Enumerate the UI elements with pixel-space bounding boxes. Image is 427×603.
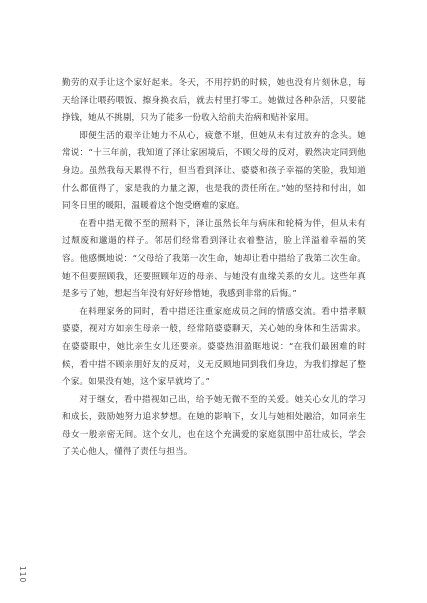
- paragraph-3: 在看中措无微不至的照料下，泽让虽然长年与病床和轮椅为伴，但从未有过颓废和邋遢的样子。邻居们经常看到泽让衣着整洁，脸上洋溢着幸福的笑容。他感慨地说：“父母给了我第一次生命，她却让看中措给了我第二次生命。她不但要照顾我，还要照顾年迈的母亲、与她没有血缘关系的女儿。这些年真是多亏了她，想起当年没有好好珍惜她，我感到非常的后悔。”: [62, 218, 366, 300]
- paragraph-1: 勤劳的双手让这个家好起来。冬天，不用拧奶的时候，她也没有片刻休息，每天给泽让喂药喂饭、擦身换衣后，就去村里打零工。她做过各种杂活，只要能挣钱，她从不挑剔，只为了能多一份收入给前夫治病和贴补家用。: [62, 78, 366, 124]
- paragraph-2: 即便生活的艰辛让她力不从心，疲惫不堪，但她从未有过放弃的念头。她常说：“十三年前，我知道了泽让家困境后，不顾父母的反对，毅然决定同到他身边。虽然我每天累得不行，但当看到泽让、婆婆和孩子幸福的笑脸，我知道什么都值得了，家是我的力量之源，也是我的责任所在。”她的坚持和付出，如同冬日里的暖阳，温暖着这个饱受磨难的家庭。: [62, 130, 366, 212]
- page-number: 110: [18, 566, 27, 584]
- paragraph-4: 在料理家务的同时，看中措还注重家庭成员之间的情感交流。看中措孝顺婆婆，视对方如亲生母亲一般，经常陪婆婆聊天，关心她的身体和生活需求。在婆婆眼中，她比亲生女儿还要亲。婆婆热泪盈眶地说：“在我们最困难的时候，看中措不顾亲朋好友的反对，义无反顾地同到我们身边，为我们撑起了整个家。如果没有她，这个家早就垮了。”: [62, 306, 366, 388]
- paragraph-5: 对于继女，看中措视如己出，给予她无微不至的关爱。她关心女儿的学习和成长，鼓励她努力追求梦想。在她的影响下，女儿与她相处融洽，如同亲生母女一般亲密无间。这个女儿，也在这个充满爱的家庭氛围中茁壮成长，学会了关心他人，懂得了责任与担当。: [62, 394, 366, 458]
- body-text: [62, 75, 366, 462]
